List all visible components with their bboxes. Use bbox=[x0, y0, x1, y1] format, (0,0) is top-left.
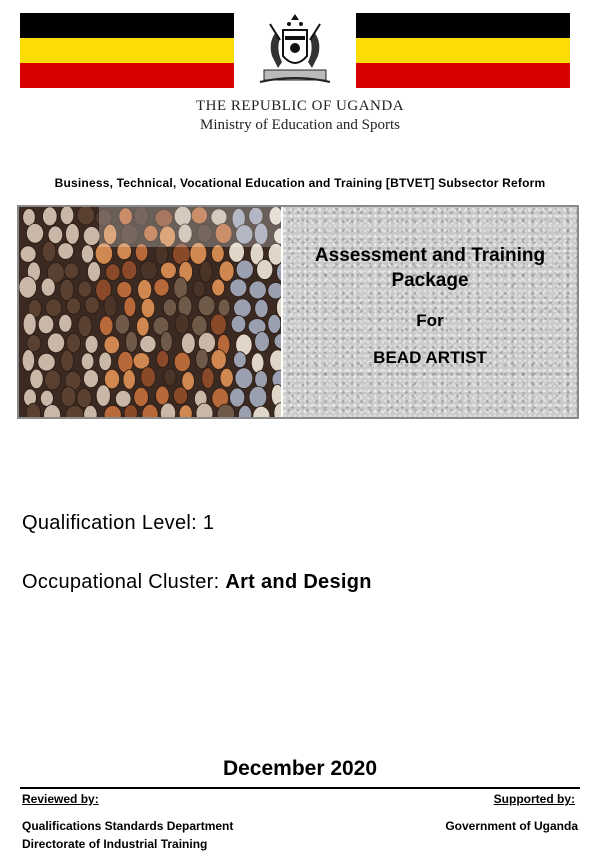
bead bbox=[38, 315, 54, 334]
flag-stripe-red bbox=[20, 63, 234, 88]
bead bbox=[164, 368, 176, 385]
banner-text bbox=[283, 207, 577, 368]
bead bbox=[212, 279, 225, 296]
bead bbox=[230, 388, 245, 407]
bead bbox=[88, 262, 101, 282]
bead bbox=[85, 297, 99, 314]
beads-photo bbox=[19, 207, 281, 417]
bead bbox=[60, 207, 74, 225]
bead bbox=[134, 387, 149, 406]
bead bbox=[124, 405, 137, 417]
uganda-flag-right bbox=[356, 13, 570, 88]
reform-title: Business, Technical, Vocational Education and Training [BTVET] Subsector Reform bbox=[54, 176, 546, 190]
bead bbox=[42, 241, 56, 262]
banner-title-line2: Package bbox=[391, 270, 469, 291]
bead bbox=[211, 350, 226, 370]
bead bbox=[231, 316, 246, 333]
bead bbox=[122, 260, 137, 279]
bead bbox=[78, 315, 92, 336]
bead bbox=[156, 386, 170, 405]
bead bbox=[193, 281, 205, 298]
bead bbox=[218, 299, 230, 316]
bead bbox=[157, 351, 169, 368]
bead bbox=[138, 280, 152, 300]
bead bbox=[45, 299, 61, 317]
flag-stripe-yellow bbox=[20, 38, 234, 63]
bead bbox=[61, 350, 74, 371]
uganda-flag-left bbox=[20, 13, 234, 88]
bead bbox=[67, 298, 81, 314]
bead bbox=[235, 368, 253, 389]
bead bbox=[161, 262, 177, 279]
cluster-value: Art and Design bbox=[225, 571, 372, 593]
bead bbox=[249, 281, 266, 299]
cover-banner bbox=[17, 205, 579, 419]
bead bbox=[141, 367, 156, 387]
bead bbox=[175, 314, 189, 334]
bead bbox=[140, 261, 157, 280]
publication-date: December 2020 bbox=[222, 757, 378, 780]
occupational-cluster bbox=[22, 571, 372, 594]
bead bbox=[115, 390, 131, 407]
flag-stripe-black bbox=[20, 13, 234, 38]
cluster-label: Occupational Cluster: bbox=[22, 571, 226, 593]
bead bbox=[123, 370, 135, 390]
bead bbox=[43, 207, 58, 226]
footer-divider bbox=[20, 787, 580, 789]
bead bbox=[61, 387, 76, 407]
bead bbox=[83, 227, 100, 246]
bead bbox=[40, 390, 53, 406]
bead bbox=[23, 313, 36, 335]
bead bbox=[200, 261, 213, 282]
bead bbox=[255, 299, 268, 317]
flag-stripe-black bbox=[356, 13, 570, 38]
flag-stripe-red bbox=[356, 63, 570, 88]
bead bbox=[173, 387, 187, 405]
bead bbox=[81, 245, 93, 263]
bead bbox=[81, 353, 94, 370]
coat-of-arms-icon bbox=[256, 12, 334, 90]
bead bbox=[99, 352, 112, 370]
bead bbox=[30, 369, 43, 389]
bead bbox=[115, 314, 130, 334]
bead bbox=[27, 335, 41, 352]
banner-trade: BEAD ARTIST bbox=[373, 348, 487, 367]
bead bbox=[198, 296, 215, 316]
bead bbox=[137, 317, 150, 336]
bead bbox=[20, 246, 36, 262]
bead bbox=[255, 332, 270, 352]
bead bbox=[104, 336, 120, 354]
bead bbox=[58, 243, 74, 260]
bead bbox=[66, 333, 80, 352]
bead bbox=[104, 296, 117, 318]
banner-title-line1: Assessment and Training bbox=[314, 245, 546, 266]
bead bbox=[181, 333, 195, 354]
bead bbox=[160, 331, 172, 351]
bead bbox=[268, 283, 281, 299]
bead bbox=[126, 331, 138, 352]
bead bbox=[47, 333, 64, 353]
reviewer-directorate: Directorate of Industrial Training bbox=[22, 837, 208, 851]
republic-title: THE REPUBLIC OF UGANDA bbox=[195, 98, 405, 114]
supporter-name: Government of Uganda bbox=[445, 819, 578, 833]
bead bbox=[59, 314, 72, 332]
bead bbox=[219, 261, 234, 282]
bead bbox=[26, 224, 43, 244]
bead bbox=[66, 224, 80, 245]
bead bbox=[117, 281, 132, 298]
bead bbox=[220, 368, 233, 387]
reviewed-by-label: Reviewed by: bbox=[22, 792, 99, 806]
bead bbox=[41, 278, 55, 296]
bead bbox=[124, 297, 136, 317]
bead bbox=[106, 264, 120, 281]
supported-by-label: Supported by: bbox=[493, 792, 575, 806]
bead bbox=[251, 353, 264, 373]
bead bbox=[99, 316, 113, 336]
bead bbox=[249, 386, 267, 407]
bead bbox=[64, 263, 78, 279]
bead bbox=[196, 349, 209, 369]
bead bbox=[77, 388, 92, 407]
bead bbox=[268, 314, 281, 333]
bead bbox=[141, 298, 155, 318]
banner-for: For bbox=[416, 311, 444, 330]
bead bbox=[174, 352, 190, 372]
bead bbox=[236, 260, 253, 279]
bead bbox=[77, 207, 95, 225]
bead bbox=[234, 299, 252, 317]
bead bbox=[163, 299, 176, 316]
ministry-name: Ministry of Education and Sports bbox=[200, 117, 400, 133]
bead bbox=[234, 352, 247, 368]
bead bbox=[210, 314, 226, 335]
bead bbox=[22, 350, 34, 372]
bead bbox=[19, 276, 37, 298]
bead bbox=[96, 385, 110, 407]
bead bbox=[78, 281, 92, 297]
bead bbox=[140, 336, 156, 353]
flag-stripe-yellow bbox=[356, 38, 570, 63]
bead bbox=[84, 370, 99, 388]
bead bbox=[257, 260, 273, 280]
bead bbox=[85, 335, 98, 353]
bead bbox=[45, 370, 61, 390]
bead bbox=[38, 353, 55, 371]
bead bbox=[255, 371, 268, 389]
bead bbox=[60, 279, 74, 301]
bead bbox=[154, 279, 169, 296]
qualification-level: Qualification Level: 1 bbox=[22, 512, 215, 534]
reviewer-department: Qualifications Standards Department bbox=[22, 819, 234, 833]
bead bbox=[211, 245, 224, 263]
bead bbox=[230, 279, 247, 297]
bead bbox=[202, 368, 214, 389]
